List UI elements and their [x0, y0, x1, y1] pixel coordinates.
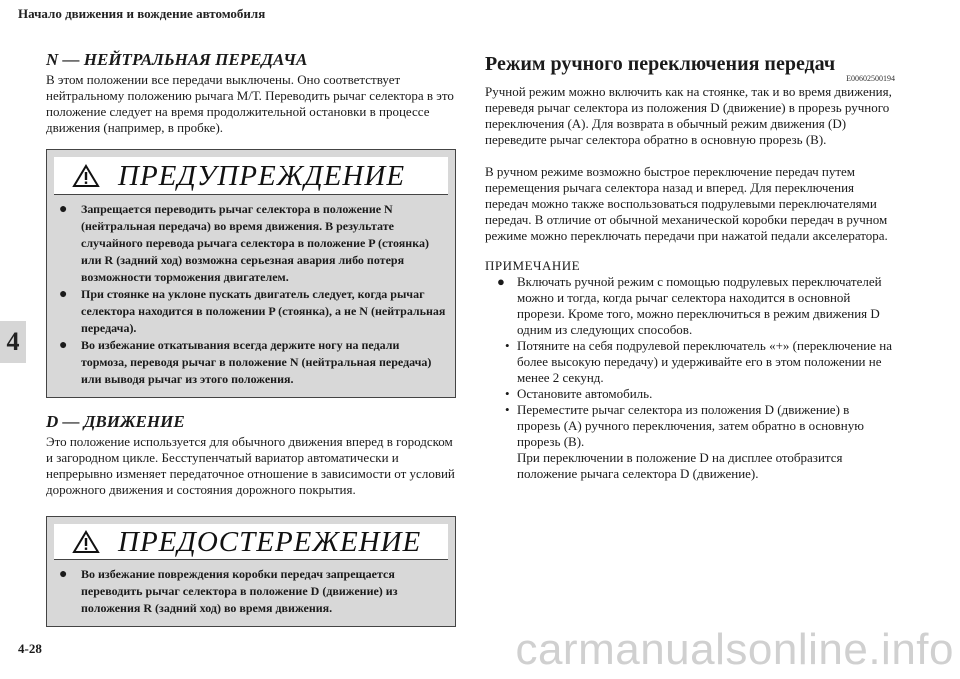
- note-sub-list: [485, 338, 895, 482]
- caution-title: ПРЕДОСТЕРЕЖЕНИЕ: [118, 526, 422, 558]
- page-number: 4-28: [18, 641, 42, 656]
- manual-mode-title: Режим ручного переключения передач: [485, 53, 836, 75]
- note-sub-continuation: [505, 450, 895, 482]
- manual-mode-para-2: В ручном режиме возможно быстрое переключение передач путем перемещения рычага селектора назад и вперед. Для переключения передач можно также воспользоваться подрулевыми переключателями передач. В отличие от обычной механической коробки передач в ручном режиме можно переключать передачи при нажатой педали акселератора.: [485, 164, 888, 243]
- warning-header: [54, 157, 448, 195]
- filled-circle-bullet-icon: ●: [59, 338, 68, 353]
- note-sub-item-text: Потяните на себя подрулевой переключатель «+» (переключение на более высокую передачу) и удерживайте его в этом положении не менее 2 секунд.: [517, 338, 892, 385]
- watermark: carmanualsonline.info: [515, 625, 954, 674]
- caution-item: [59, 566, 447, 617]
- neutral-text: В этом положении все передачи выключены. Оно соответствует нейтральному положению рычага М/Т. Переводить рычаг селектора в это положение следует на время продолжительной остановки в процессе движения (например, в пробке).: [46, 72, 454, 135]
- small-dot-bullet-icon: •: [505, 386, 510, 401]
- note-sub-item: [505, 338, 895, 386]
- drive-heading: D — ДВИЖЕНИЕ: [46, 412, 185, 431]
- neutral-heading: N — НЕЙТРАЛЬНАЯ ПЕРЕДАЧА: [46, 50, 308, 69]
- note-sub-continuation-text: При переключении в положение D на дисплее отобразится положение рычага селектора D (движение).: [517, 450, 843, 481]
- caution-header: [54, 524, 448, 560]
- warning-triangle-icon: [72, 530, 100, 554]
- note-sub-item-text: Остановите автомобиль.: [517, 386, 653, 401]
- caution-list: [47, 560, 455, 626]
- filled-circle-bullet-icon: ●: [59, 287, 68, 302]
- running-header: Начало движения и вождение автомобиля: [18, 6, 266, 21]
- small-dot-bullet-icon: •: [505, 402, 510, 417]
- warning-box: [46, 149, 456, 398]
- note-sub-item: [505, 386, 895, 402]
- caution-item-text: Во избежание повреждения коробки передач запрещается переводить рычаг селектора в положение D (движение) из положения R (задний ход) во время движения.: [81, 567, 398, 615]
- filled-circle-bullet-icon: ●: [59, 202, 68, 217]
- warning-item-text: Запрещается переводить рычаг селектора в положение N (нейтральная передача) во время движения. В результате случайного перевода рычага селектора в положение P (стоянка) или R (задний ход) возможна серьезная авария либо потеря возможности торможения двигателем.: [81, 202, 429, 284]
- filled-circle-bullet-icon: ●: [59, 567, 68, 582]
- small-dot-bullet-icon: •: [505, 338, 510, 353]
- warning-item-text: При стоянке на уклоне пускать двигатель следует, когда рычаг селектора находится в положении P (стоянка), а не N (нейтральная передача).: [81, 287, 446, 335]
- note-item: [497, 274, 895, 338]
- warning-item: [59, 286, 447, 337]
- warning-item: [59, 201, 447, 286]
- note-label: ПРИМЕЧАНИЕ: [485, 258, 581, 273]
- warning-list: [47, 195, 455, 397]
- left-column: [46, 50, 456, 627]
- manual-mode-para-1: Ручной режим можно включить как на стоянке, так и во время движения, переведя рычаг селектора из положения D (движение) в прорезь ручного переключения (A). Для возврата в обычный режим движения (D) переведите рычаг селектора обратно в основную прорезь (B).: [485, 84, 892, 147]
- warning-triangle-icon: [72, 164, 100, 188]
- chapter-tab: 4: [0, 321, 26, 363]
- warning-item-text: Во избежание откатывания всегда держите ногу на педали тормоза, переводя рычаг в положение N (нейтральная передача) или выводя рычаг из этого положения.: [81, 338, 432, 386]
- reference-code: E00602500194: [846, 74, 895, 83]
- note-sub-item: [505, 402, 895, 450]
- caution-box: [46, 516, 456, 627]
- filled-circle-bullet-icon: ●: [497, 274, 505, 289]
- warning-title: ПРЕДУПРЕЖДЕНИЕ: [118, 160, 406, 192]
- note-item-text: Включать ручной режим с помощью подрулевых переключателей можно и тогда, когда рычаг селектора находится в основной прорези. Кроме того, можно переключиться в режим движения D одним из следующих способов.: [517, 274, 882, 337]
- warning-item: [59, 337, 447, 388]
- drive-text: Это положение используется для обычного движения вперед в городском и загородном цикле. Бесступенчатый вариатор автоматически и непрерывно изменяет передаточное отношение в зависимости от условий дорожного движения и состояния дорожного покрытия.: [46, 434, 455, 497]
- note-sub-item-text: Переместите рычаг селектора из положения D (движение) в прорезь (A) ручного переключения, затем обратно в основную прорезь (B).: [517, 402, 864, 449]
- note-list: [485, 274, 895, 338]
- right-column: [485, 52, 895, 482]
